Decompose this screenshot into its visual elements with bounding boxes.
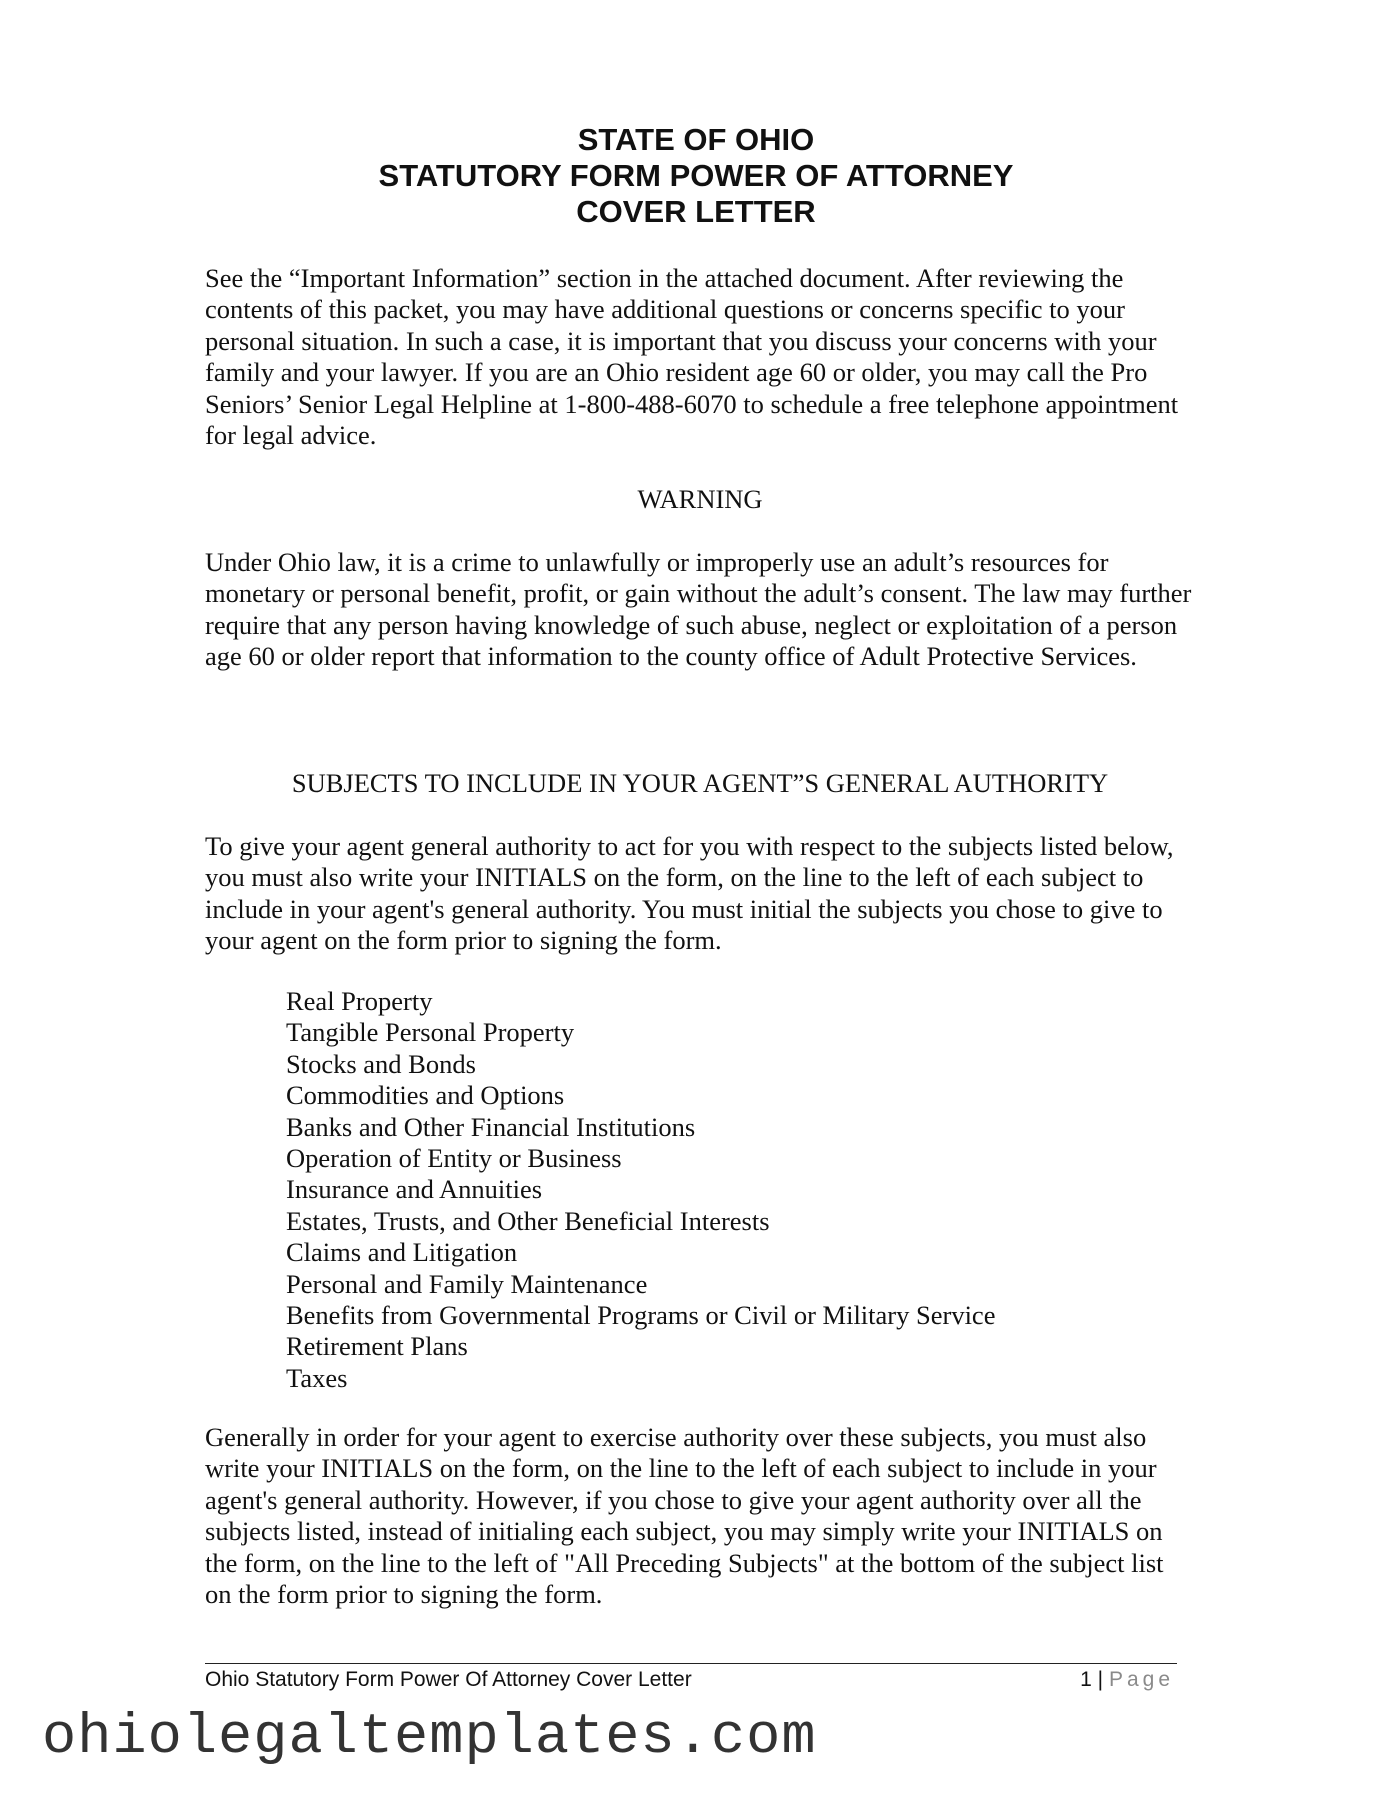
page-separator: | <box>1097 1668 1104 1691</box>
title-line-form: STATUTORY FORM POWER OF ATTORNEY <box>378 158 1014 193</box>
document-title <box>0 122 1392 230</box>
warning-heading: WARNING <box>637 484 763 514</box>
list-item: Taxes <box>286 1362 348 1393</box>
footer-divider <box>205 1663 1177 1664</box>
subjects-heading: SUBJECTS TO INCLUDE IN YOUR AGENT”S GENERAL AUTHORITY <box>291 768 1109 798</box>
warning-paragraph: Under Ohio law, it is a crime to unlawfully or improperly use an adult’s resources for monetary or personal benefit, profit, or gain without the adult’s consent. The law may further require that any person having knowledge of such abuse, neglect or exploitation of a person age 60 or older report that information to the county office of Adult Protective Services. <box>205 547 1192 672</box>
list-item: Claims and Litigation <box>286 1237 518 1268</box>
list-item: Personal and Family Maintenance <box>286 1268 648 1299</box>
title-line-state: STATE OF OHIO <box>577 122 815 157</box>
list-item: Stocks and Bonds <box>286 1048 476 1079</box>
list-item: Real Property <box>286 986 433 1016</box>
title-line-cover: COVER LETTER <box>576 194 816 229</box>
list-item: Commodities and Options <box>286 1080 565 1111</box>
subjects-intro-paragraph: To give your agent general authority to act for you with respect to the subjects listed below, you must also write your INITIALS on the form, on the line to the left of each subject to include in your agent's general authority. You must initial the subjects you chose to give to your agent on the form prior to signing the form. <box>205 831 1174 956</box>
subjects-closing-paragraph: Generally in order for your agent to exercise authority over these subjects, you must also write your INITIALS on the form, on the line to the left of each subject to include in your agent's general authority. However, if you chose to give your agent authority over all the subjects listed, instead of initialing each subject, you may simply write your INITIALS on the form, on the line to the left of "All Preceding Subjects" at the bottom of the subject list on the form prior to signing the form. <box>205 1422 1164 1610</box>
list-item: Insurance and Annuities <box>286 1174 543 1205</box>
subject-list <box>286 986 995 1394</box>
page-label: Page <box>1108 1668 1174 1691</box>
page-number <box>1080 1667 1174 1693</box>
list-item: Operation of Entity or Business <box>286 1143 622 1174</box>
list-item: Estates, Trusts, and Other Beneficial Interests <box>286 1205 770 1236</box>
page-number-value: 1 <box>1080 1668 1092 1691</box>
list-item: Retirement Plans <box>286 1331 468 1362</box>
footer-title: Ohio Statutory Form Power Of Attorney Cover Letter <box>205 1668 692 1691</box>
intro-paragraph: See the “Important Information” section in the attached document. After reviewing the contents of this packet, you may have additional questions or concerns specific to your personal situation. In such a case, it is important that you discuss your concerns with your family and your lawyer. If you are an Ohio resident age 60 or older, you may call the Pro Seniors’ Senior Legal Helpline at 1-800-488-6070 to schedule a free telephone appointment for legal advice. <box>205 263 1179 451</box>
watermark: ohiolegaltemplates.com <box>42 1706 817 1770</box>
list-item: Banks and Other Financial Institutions <box>286 1111 696 1142</box>
list-item: Benefits from Governmental Programs or Civil or Military Service <box>286 1300 996 1331</box>
list-item: Tangible Personal Property <box>286 1017 575 1048</box>
